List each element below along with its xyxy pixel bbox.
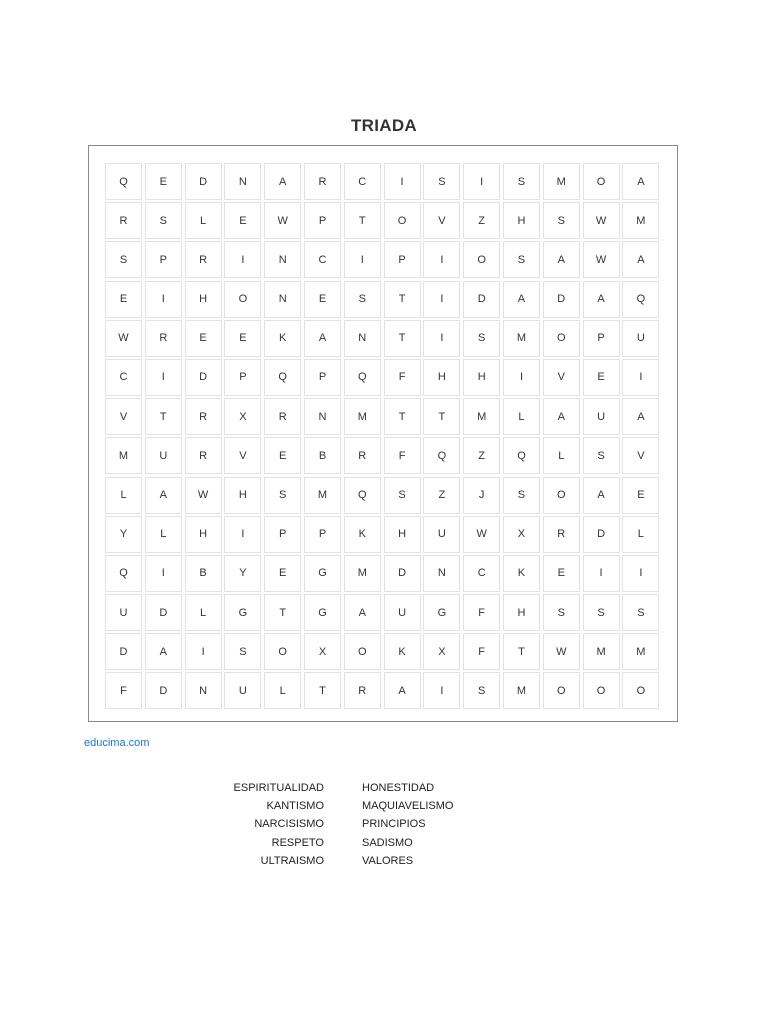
grid-cell[interactable]: H <box>185 516 222 553</box>
grid-cell[interactable]: N <box>423 555 460 592</box>
grid-cell[interactable]: X <box>503 516 540 553</box>
grid-cell[interactable]: Z <box>423 477 460 514</box>
word-list-item: ULTRAISMO <box>260 854 324 867</box>
grid-cell[interactable]: P <box>384 241 421 278</box>
grid-cell[interactable]: L <box>622 516 659 553</box>
grid-cell[interactable]: G <box>224 594 261 631</box>
grid-cell[interactable]: O <box>543 320 580 357</box>
word-list-item: ESPIRITUALIDAD <box>233 782 324 794</box>
grid-cell[interactable]: U <box>224 672 261 709</box>
grid-cell[interactable]: Q <box>622 281 659 318</box>
grid-cell[interactable]: R <box>185 437 222 474</box>
word-list-item: MAQUIAVELISMO <box>362 800 454 813</box>
grid-cell[interactable]: S <box>543 202 580 239</box>
grid-cell[interactable]: E <box>224 202 261 239</box>
grid-cell[interactable]: W <box>583 241 620 278</box>
grid-cell[interactable]: U <box>105 594 142 631</box>
grid-cell[interactable]: S <box>622 594 659 631</box>
grid-cell[interactable]: I <box>622 555 659 592</box>
grid-cell[interactable]: W <box>185 477 222 514</box>
grid-cell[interactable]: U <box>145 437 182 474</box>
grid-cell[interactable]: I <box>503 359 540 396</box>
grid-cell[interactable]: U <box>622 320 659 357</box>
grid-cell[interactable]: W <box>583 202 620 239</box>
grid-cell[interactable]: W <box>264 202 301 239</box>
grid-cell[interactable]: H <box>224 477 261 514</box>
grid-cell[interactable]: W <box>543 633 580 670</box>
grid-cell[interactable]: K <box>264 320 301 357</box>
grid-cell[interactable]: Q <box>105 163 142 200</box>
grid-cell[interactable]: O <box>463 241 500 278</box>
grid-cell[interactable]: D <box>145 594 182 631</box>
grid-cell[interactable]: R <box>304 163 341 200</box>
grid-cell[interactable]: C <box>304 241 341 278</box>
grid-cell[interactable]: S <box>503 241 540 278</box>
page-title: TRIADA <box>350 116 417 135</box>
grid-cell[interactable]: M <box>463 398 500 435</box>
grid-cell[interactable]: P <box>304 202 341 239</box>
grid-cell[interactable]: E <box>224 320 261 357</box>
grid-cell[interactable]: O <box>344 633 381 670</box>
grid-cell[interactable]: T <box>423 398 460 435</box>
grid-cell[interactable]: G <box>423 594 460 631</box>
grid-cell[interactable]: M <box>622 202 659 239</box>
grid-cell[interactable]: K <box>384 633 421 670</box>
grid-cell[interactable]: A <box>503 281 540 318</box>
grid-cell[interactable]: B <box>185 555 222 592</box>
grid-cell[interactable]: A <box>543 241 580 278</box>
grid-cell[interactable]: V <box>543 359 580 396</box>
grid-cell[interactable]: G <box>304 555 341 592</box>
grid-cell[interactable]: F <box>384 359 421 396</box>
grid-cell[interactable]: O <box>622 672 659 709</box>
grid-cell[interactable]: A <box>622 241 659 278</box>
grid-cell[interactable]: L <box>145 516 182 553</box>
word-list-item: VALORES <box>362 854 414 867</box>
word-list-item: RESPETO <box>271 836 324 849</box>
grid-cell[interactable]: T <box>304 672 341 709</box>
grid-cell[interactable]: R <box>185 398 222 435</box>
grid-cell[interactable]: R <box>344 437 381 474</box>
grid-cell[interactable]: I <box>423 241 460 278</box>
grid-cell[interactable]: R <box>264 398 301 435</box>
grid-cell[interactable]: F <box>384 437 421 474</box>
grid-cell[interactable]: W <box>105 320 142 357</box>
grid-cell[interactable]: S <box>423 163 460 200</box>
grid-cell[interactable]: M <box>503 672 540 709</box>
grid-cell[interactable]: N <box>224 163 261 200</box>
grid-cell[interactable]: R <box>105 202 142 239</box>
grid-cell[interactable]: K <box>344 516 381 553</box>
grid-cell[interactable]: Q <box>264 359 301 396</box>
grid-cell[interactable]: O <box>583 672 620 709</box>
grid-cell[interactable]: D <box>543 281 580 318</box>
grid-cell[interactable]: M <box>344 555 381 592</box>
grid-cell[interactable]: N <box>304 398 341 435</box>
grid-cell[interactable]: E <box>264 437 301 474</box>
grid-cell[interactable]: P <box>145 241 182 278</box>
grid-cell[interactable]: S <box>583 594 620 631</box>
grid-cell[interactable]: O <box>583 163 620 200</box>
grid-cell[interactable]: D <box>583 516 620 553</box>
grid-cell[interactable]: E <box>304 281 341 318</box>
grid-cell[interactable]: D <box>185 359 222 396</box>
grid-cell[interactable]: Q <box>344 359 381 396</box>
grid-cell[interactable]: T <box>384 398 421 435</box>
grid-cell[interactable]: V <box>622 437 659 474</box>
grid-cell[interactable]: P <box>304 516 341 553</box>
word-list-item: KANTISMO <box>266 800 324 813</box>
word-list-item: HONESTIDAD <box>362 782 435 794</box>
grid-cell[interactable]: E <box>105 281 142 318</box>
grid-cell[interactable]: S <box>583 437 620 474</box>
grid-cell[interactable]: P <box>583 320 620 357</box>
grid-cell[interactable]: M <box>304 477 341 514</box>
grid-cell[interactable]: L <box>105 477 142 514</box>
grid-cell[interactable]: A <box>543 398 580 435</box>
grid-cell[interactable]: A <box>304 320 341 357</box>
grid-cell[interactable]: Z <box>463 202 500 239</box>
grid-cell[interactable]: A <box>145 477 182 514</box>
grid-cell[interactable]: T <box>384 320 421 357</box>
grid-cell[interactable]: S <box>463 672 500 709</box>
grid-cell[interactable]: T <box>264 594 301 631</box>
grid-cell[interactable]: O <box>543 672 580 709</box>
grid-cell[interactable]: L <box>185 594 222 631</box>
grid-cell[interactable]: Z <box>463 437 500 474</box>
grid-cell[interactable]: L <box>503 398 540 435</box>
grid-cell[interactable]: I <box>463 163 500 200</box>
grid-cell[interactable]: C <box>105 359 142 396</box>
grid-cell[interactable]: O <box>224 281 261 318</box>
grid-cell[interactable]: S <box>503 163 540 200</box>
grid-cell[interactable]: M <box>583 633 620 670</box>
grid-cell[interactable]: N <box>264 281 301 318</box>
grid-cell[interactable]: A <box>583 477 620 514</box>
grid-cell[interactable]: L <box>185 202 222 239</box>
grid-cell[interactable]: H <box>423 359 460 396</box>
grid-cell[interactable]: X <box>423 633 460 670</box>
grid-cell[interactable]: O <box>384 202 421 239</box>
grid-cell[interactable]: Q <box>344 477 381 514</box>
grid-cell[interactable]: X <box>304 633 341 670</box>
grid-cell[interactable]: P <box>304 359 341 396</box>
word-list-right <box>362 779 453 870</box>
grid-cell[interactable]: A <box>344 594 381 631</box>
grid-cell[interactable]: A <box>264 163 301 200</box>
grid-cell[interactable]: V <box>423 202 460 239</box>
grid-cell[interactable]: I <box>185 633 222 670</box>
grid-cell[interactable]: W <box>463 516 500 553</box>
grid-cell[interactable]: T <box>344 202 381 239</box>
word-list-item: PRINCIPIOS <box>362 818 426 831</box>
grid-cell[interactable]: B <box>304 437 341 474</box>
grid-cell[interactable]: A <box>145 633 182 670</box>
grid-cell[interactable]: V <box>105 398 142 435</box>
grid-cell[interactable]: M <box>503 320 540 357</box>
grid-cell[interactable]: N <box>344 320 381 357</box>
word-search-frame <box>88 145 678 722</box>
grid-cell[interactable]: N <box>185 672 222 709</box>
grid-cell[interactable]: K <box>503 555 540 592</box>
grid-cell[interactable]: H <box>503 202 540 239</box>
grid-cell[interactable]: F <box>105 672 142 709</box>
grid-cell[interactable]: S <box>384 477 421 514</box>
grid-cell[interactable]: I <box>224 516 261 553</box>
grid-cell[interactable]: P <box>224 359 261 396</box>
grid-cell[interactable]: U <box>384 594 421 631</box>
word-search-grid <box>105 163 659 709</box>
grid-cell[interactable]: R <box>543 516 580 553</box>
grid-cell[interactable]: I <box>423 672 460 709</box>
grid-cell[interactable]: S <box>145 202 182 239</box>
grid-cell[interactable]: C <box>463 555 500 592</box>
grid-cell[interactable]: R <box>185 241 222 278</box>
grid-cell[interactable]: O <box>264 633 301 670</box>
grid-cell[interactable]: C <box>344 163 381 200</box>
grid-cell[interactable]: A <box>583 281 620 318</box>
grid-cell[interactable]: H <box>384 516 421 553</box>
grid-cell[interactable]: T <box>503 633 540 670</box>
grid-cell[interactable]: I <box>622 359 659 396</box>
grid-cell[interactable]: E <box>622 477 659 514</box>
grid-cell[interactable]: U <box>423 516 460 553</box>
grid-cell[interactable]: E <box>264 555 301 592</box>
grid-cell[interactable]: Q <box>423 437 460 474</box>
grid-cell[interactable]: A <box>622 163 659 200</box>
grid-cell[interactable]: M <box>543 163 580 200</box>
grid-cell[interactable]: I <box>423 281 460 318</box>
grid-cell[interactable]: M <box>344 398 381 435</box>
grid-cell[interactable]: A <box>622 398 659 435</box>
grid-cell[interactable]: D <box>185 163 222 200</box>
grid-cell[interactable]: L <box>543 437 580 474</box>
grid-cell[interactable]: Q <box>503 437 540 474</box>
grid-cell[interactable]: I <box>423 320 460 357</box>
grid-cell[interactable]: R <box>145 320 182 357</box>
grid-cell[interactable]: D <box>105 633 142 670</box>
grid-cell[interactable]: O <box>543 477 580 514</box>
grid-cell[interactable]: T <box>145 398 182 435</box>
grid-cell[interactable]: S <box>543 594 580 631</box>
grid-cell[interactable]: E <box>145 163 182 200</box>
grid-cell[interactable]: T <box>384 281 421 318</box>
grid-cell[interactable]: S <box>463 320 500 357</box>
grid-cell[interactable]: E <box>583 359 620 396</box>
grid-cell[interactable]: P <box>264 516 301 553</box>
grid-cell[interactable]: N <box>264 241 301 278</box>
grid-cell[interactable]: R <box>344 672 381 709</box>
grid-cell[interactable]: I <box>583 555 620 592</box>
grid-cell[interactable]: H <box>503 594 540 631</box>
grid-cell[interactable]: J <box>463 477 500 514</box>
word-list-left <box>234 779 324 870</box>
grid-cell[interactable]: S <box>264 477 301 514</box>
grid-cell[interactable]: I <box>145 281 182 318</box>
grid-cell[interactable]: D <box>145 672 182 709</box>
grid-cell[interactable]: Q <box>105 555 142 592</box>
grid-cell[interactable]: I <box>384 163 421 200</box>
grid-cell[interactable]: Y <box>105 516 142 553</box>
grid-cell[interactable]: A <box>384 672 421 709</box>
grid-cell[interactable]: F <box>463 594 500 631</box>
grid-cell[interactable]: U <box>583 398 620 435</box>
grid-cell[interactable]: I <box>145 555 182 592</box>
grid-cell[interactable]: E <box>185 320 222 357</box>
grid-cell[interactable]: H <box>185 281 222 318</box>
grid-cell[interactable]: H <box>463 359 500 396</box>
grid-cell[interactable]: D <box>463 281 500 318</box>
grid-cell[interactable]: E <box>543 555 580 592</box>
grid-cell[interactable]: S <box>503 477 540 514</box>
grid-cell[interactable]: M <box>105 437 142 474</box>
grid-cell[interactable]: F <box>463 633 500 670</box>
grid-cell[interactable]: S <box>344 281 381 318</box>
grid-cell[interactable]: M <box>622 633 659 670</box>
word-list-item: NARCISISMO <box>254 818 324 831</box>
grid-cell[interactable]: S <box>105 241 142 278</box>
grid-cell[interactable]: I <box>224 241 261 278</box>
grid-cell[interactable]: S <box>224 633 261 670</box>
grid-cell[interactable]: G <box>304 594 341 631</box>
grid-cell[interactable]: L <box>264 672 301 709</box>
grid-cell[interactable]: D <box>384 555 421 592</box>
word-list-item: SADISMO <box>362 836 413 849</box>
grid-cell[interactable]: I <box>145 359 182 396</box>
grid-cell[interactable]: I <box>344 241 381 278</box>
source-link[interactable]: educima.com <box>84 737 150 749</box>
grid-cell[interactable]: V <box>224 437 261 474</box>
grid-cell[interactable]: X <box>224 398 261 435</box>
grid-cell[interactable]: Y <box>224 555 261 592</box>
